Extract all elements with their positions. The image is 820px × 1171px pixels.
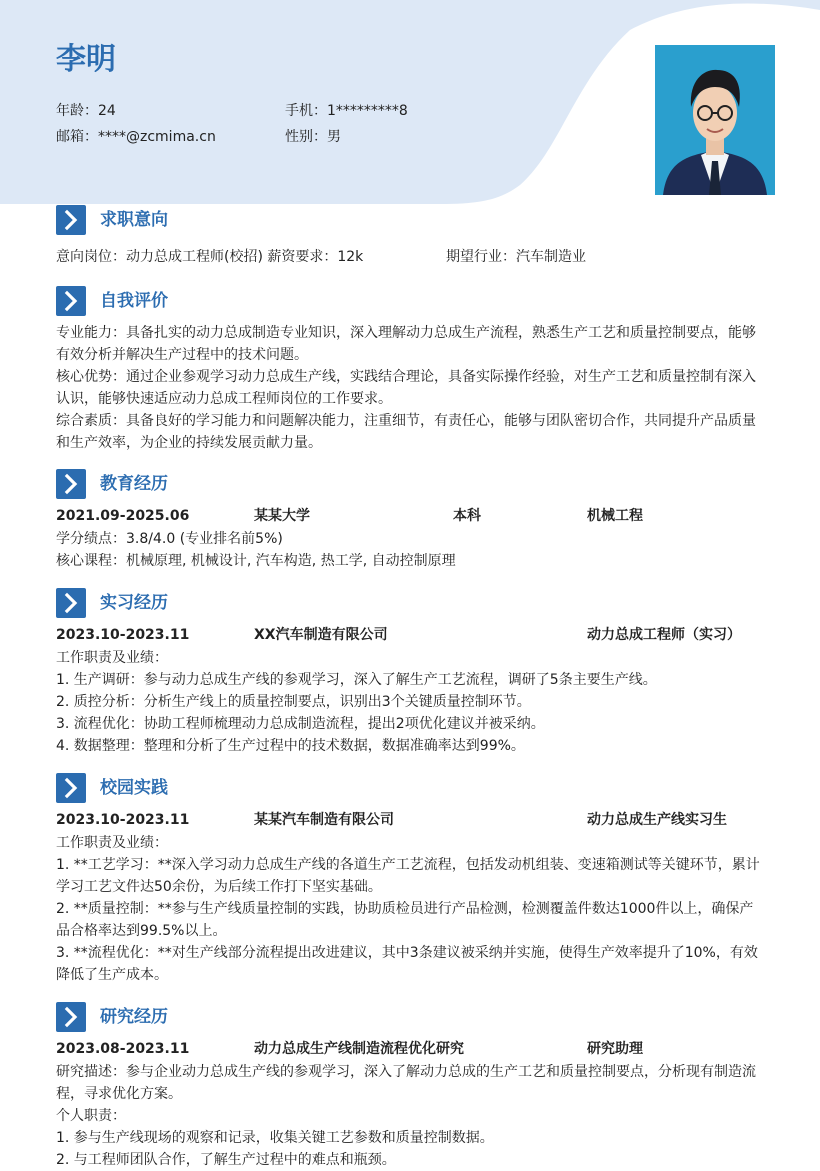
intent-industry: 期望行业：汽车制造业 bbox=[446, 249, 586, 265]
internship-detail: 4. 数据整理：整理和分析了生产过程中的技术数据，数据准确率达到99%。 bbox=[56, 738, 525, 754]
intent-position: 意向岗位：动力总成工程师(校招) 薪资要求：12k bbox=[56, 249, 364, 265]
campus-role: 动力总成生产线实习生 bbox=[587, 812, 727, 828]
email-field: 邮箱：****@zcmima.cn bbox=[56, 129, 216, 145]
education-detail: 学分绩点：3.8/4.0 (专业排名前5%) bbox=[56, 531, 283, 547]
age-field: 年龄：24 bbox=[56, 103, 116, 119]
candidate-name: 李明 bbox=[56, 42, 116, 77]
section-self-evaluation bbox=[56, 286, 766, 454]
section-title: 校园实践 bbox=[100, 778, 168, 798]
intent-line bbox=[56, 246, 766, 268]
education-major: 机械工程 bbox=[587, 508, 643, 524]
section-header bbox=[56, 1002, 766, 1032]
section-education bbox=[56, 469, 766, 572]
section-header bbox=[56, 205, 766, 235]
research-detail: 个人职责： bbox=[56, 1108, 126, 1124]
internship-period: 2023.10-2023.11 bbox=[56, 627, 190, 643]
self-eval-paragraph: 核心优势：通过企业参观学习动力总成生产线，实践结合理论，具备实际操作经验，对生产工艺和质量控制有深入认识，能够快速适应动力总成工程师岗位的工作要求。 bbox=[56, 369, 756, 407]
research-detail: 2. 与工程师团队合作，了解生产过程中的难点和瓶颈。 bbox=[56, 1152, 396, 1168]
research-project: 动力总成生产线制造流程优化研究 bbox=[254, 1041, 464, 1057]
research-detail: 研究描述：参与企业动力总成生产线的参观学习，深入了解动力总成的生产工艺和质量控制要点，分析现有制造流程，寻求优化方案。 bbox=[56, 1064, 756, 1102]
education-entry-header bbox=[56, 505, 766, 527]
self-eval-paragraph: 综合素质：具备良好的学习能力和问题解决能力，注重细节，有责任心，能够与团队密切合作，共同提升产品质量和生产效率，为企业的持续发展贡献力量。 bbox=[56, 413, 756, 451]
chevron-right-icon bbox=[56, 773, 86, 803]
chevron-right-icon bbox=[56, 588, 86, 618]
info-row-1 bbox=[56, 100, 536, 122]
section-header bbox=[56, 286, 766, 316]
section-title: 教育经历 bbox=[100, 474, 168, 494]
section-internship bbox=[56, 588, 766, 757]
research-period: 2023.08-2023.11 bbox=[56, 1041, 190, 1057]
self-eval-paragraph: 专业能力：具备扎实的动力总成制造专业知识，深入理解动力总成生产流程，熟悉生产工艺和质量控制要点，能够有效分析并解决生产过程中的技术问题。 bbox=[56, 325, 756, 363]
internship-entry-header bbox=[56, 624, 766, 646]
section-research bbox=[56, 1002, 766, 1171]
section-title: 自我评价 bbox=[100, 291, 168, 311]
info-row-2 bbox=[56, 126, 536, 148]
internship-role: 动力总成工程师（实习） bbox=[587, 627, 741, 643]
research-entry-header bbox=[56, 1038, 766, 1060]
internship-detail: 3. 流程优化：协助工程师梳理动力总成制造流程，提出2项优化建议并被采纳。 bbox=[56, 716, 545, 732]
section-header bbox=[56, 773, 766, 803]
research-role: 研究助理 bbox=[587, 1041, 643, 1057]
section-job-intent bbox=[56, 205, 766, 268]
education-detail: 核心课程：机械原理, 机械设计, 汽车构造, 热工学, 自动控制原理 bbox=[56, 553, 456, 569]
campus-company: 某某汽车制造有限公司 bbox=[254, 812, 394, 828]
internship-detail: 1. 生产调研：参与动力总成生产线的参观学习，深入了解生产工艺流程，调研了5条主要生产线。 bbox=[56, 672, 657, 688]
campus-period: 2023.10-2023.11 bbox=[56, 812, 190, 828]
chevron-right-icon bbox=[56, 469, 86, 499]
campus-detail: 1. **工艺学习：**深入学习动力总成生产线的各道生产工艺流程，包括发动机组装、变速箱测试等关键环节，累计学习工艺文件达50余份，为后续工作打下坚实基础。 bbox=[56, 857, 760, 895]
section-header bbox=[56, 588, 766, 618]
phone-field: 手机：1*********8 bbox=[285, 103, 408, 119]
chevron-right-icon bbox=[56, 1002, 86, 1032]
profile-photo bbox=[655, 45, 775, 195]
research-detail: 1. 参与生产线现场的观察和记录，收集关键工艺参数和质量控制数据。 bbox=[56, 1130, 494, 1146]
section-title: 求职意向 bbox=[100, 210, 168, 230]
internship-company: XX汽车制造有限公司 bbox=[254, 627, 388, 643]
internship-detail: 工作职责及业绩： bbox=[56, 650, 168, 666]
campus-detail: 2. **质量控制：**参与生产线质量控制的实践，协助质检员进行产品检测，检测覆盖件数达1000件以上，确保产品合格率达到99.5%以上。 bbox=[56, 901, 754, 939]
education-period: 2021.09-2025.06 bbox=[56, 508, 190, 524]
chevron-right-icon bbox=[56, 205, 86, 235]
campus-entry-header bbox=[56, 809, 766, 831]
chevron-right-icon bbox=[56, 286, 86, 316]
gender-field: 性别：男 bbox=[285, 129, 341, 145]
campus-detail: 3. **流程优化：**对生产线部分流程提出改进建议，其中3条建议被采纳并实施，使得生产效率提升了10%，有效降低了生产成本。 bbox=[56, 945, 758, 983]
section-title: 研究经历 bbox=[100, 1007, 168, 1027]
section-header bbox=[56, 469, 766, 499]
section-campus-practice bbox=[56, 773, 766, 986]
section-title: 实习经历 bbox=[100, 593, 168, 613]
education-school: 某某大学 bbox=[254, 508, 310, 524]
internship-detail: 2. 质控分析：分析生产线上的质量控制要点，识别出3个关键质量控制环节。 bbox=[56, 694, 531, 710]
campus-detail: 工作职责及业绩： bbox=[56, 835, 168, 851]
education-degree: 本科 bbox=[453, 508, 481, 524]
